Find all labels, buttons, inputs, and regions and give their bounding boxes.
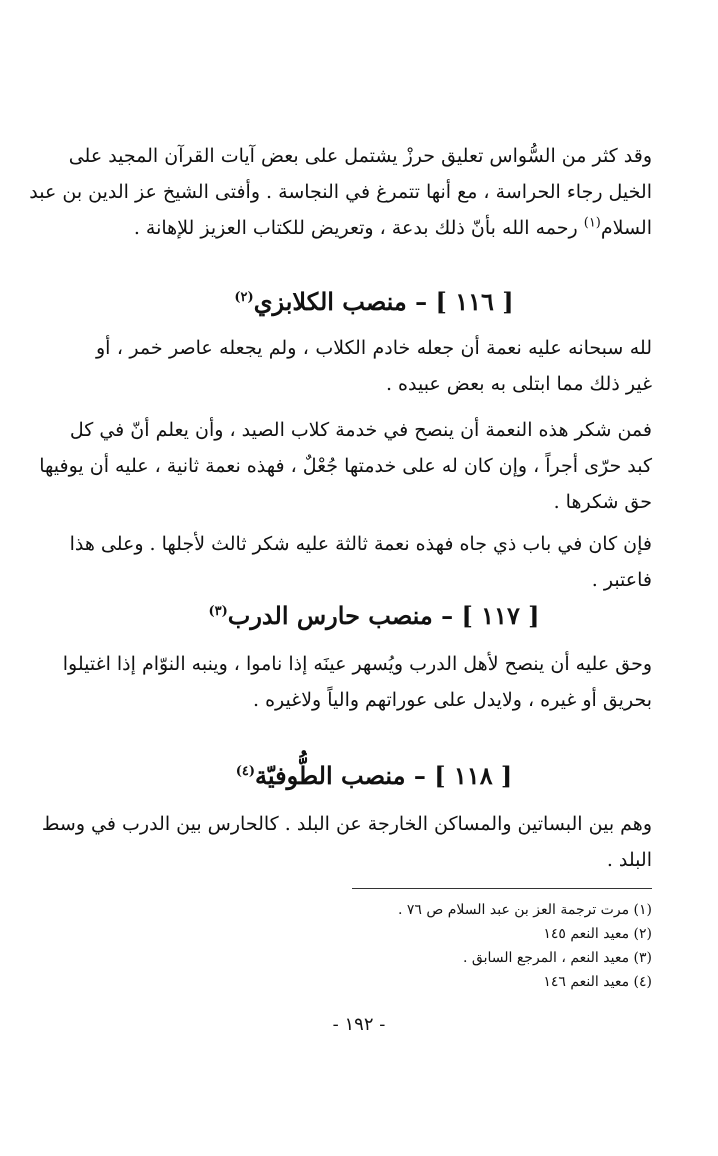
text-line: وحق عليه أن ينصح لأهل الدرب ويُسهر عينَه إذا ناموا ، وينبه النوّام إذا اغتيلوا xyxy=(62,653,652,675)
footnote-ref: (٤) xyxy=(235,764,255,779)
footnote-ref: (٣) xyxy=(208,604,228,619)
text-line: كبد حرّى أجراً ، وإن كان له على خدمتها جُعْلٌ ، فهذه نعمة ثانية ، عليه أن يوفيها xyxy=(39,455,652,477)
section-heading xyxy=(96,756,652,796)
heading-text: [ ١١٧ ] – منصب حارس الدرب xyxy=(227,601,540,630)
page-number: - ١٩٢ - xyxy=(332,1014,386,1035)
paragraph xyxy=(69,526,652,598)
section-heading xyxy=(96,282,652,322)
footnotes xyxy=(96,898,652,994)
text-line: بحريق أو غيره ، ولايدل على عوراتهم والياً ولاغيره . xyxy=(253,689,652,711)
footnote-ref: (٢) xyxy=(234,290,254,305)
text-fragment: رحمه الله بأنّ ذلك بدعة ، وتعريض للكتاب العزيز للإهانة . xyxy=(133,217,584,239)
text-fragment: السلام xyxy=(600,217,652,239)
text-line: الخيل رجاء الحراسة ، مع أنها تتمرغ في النجاسة . وأفتى الشيخ عز الدين بن عبد xyxy=(29,181,652,203)
paragraph xyxy=(96,330,652,402)
text-line: حق شكرها . xyxy=(553,491,652,513)
paragraph xyxy=(39,412,652,520)
text-line: فمن شكر هذه النعمة أن ينصح في خدمة كلاب الصيد ، وأن يعلم أنّ في كل xyxy=(69,419,652,441)
section-heading xyxy=(96,596,652,636)
footnote: (٤) معيد النعم ١٤٦ xyxy=(543,974,652,990)
text-line: فإن كان في باب ذي جاه فهذه نعمة ثالثة عليه شكر ثالث لأجلها . وعلى هذا xyxy=(69,533,652,555)
text-line: فاعتبر . xyxy=(591,569,652,591)
paragraph xyxy=(41,806,652,878)
paragraph xyxy=(62,646,652,718)
text-line: غير ذلك مما ابتلى به بعض عبيده . xyxy=(385,373,652,395)
text-line: وهم بين البساتين والمساكن الخارجة عن البلد . كالحارس بين الدرب في وسط xyxy=(41,813,652,835)
footnote: (٣) معيد النعم ، المرجع السابق . xyxy=(463,950,652,966)
text-line: لله سبحانه عليه نعمة أن جعله خادم الكلاب ، ولم يجعله عاصر خمر ، أو xyxy=(96,337,652,359)
text-line xyxy=(96,210,652,246)
footnote: (١) مرت ترجمة العز بن عبد السلام ص ٧٦ . xyxy=(397,902,652,918)
footnote-ref: (١) xyxy=(583,215,601,231)
heading-text: [ ١١٦ ] – منصب الكلابزي xyxy=(253,287,514,316)
footnote: (٢) معيد النعم ١٤٥ xyxy=(543,926,652,942)
text-line: البلد . xyxy=(606,849,652,871)
footnote-divider xyxy=(352,888,652,889)
intro-paragraph xyxy=(29,138,652,246)
heading-text: [ ١١٨ ] – منصب الطُّوفيّة xyxy=(255,761,513,790)
text-line: وقد كثر من السُّواس تعليق حرزْ يشتمل على بعض آيات القرآن المجيد على xyxy=(68,145,652,167)
